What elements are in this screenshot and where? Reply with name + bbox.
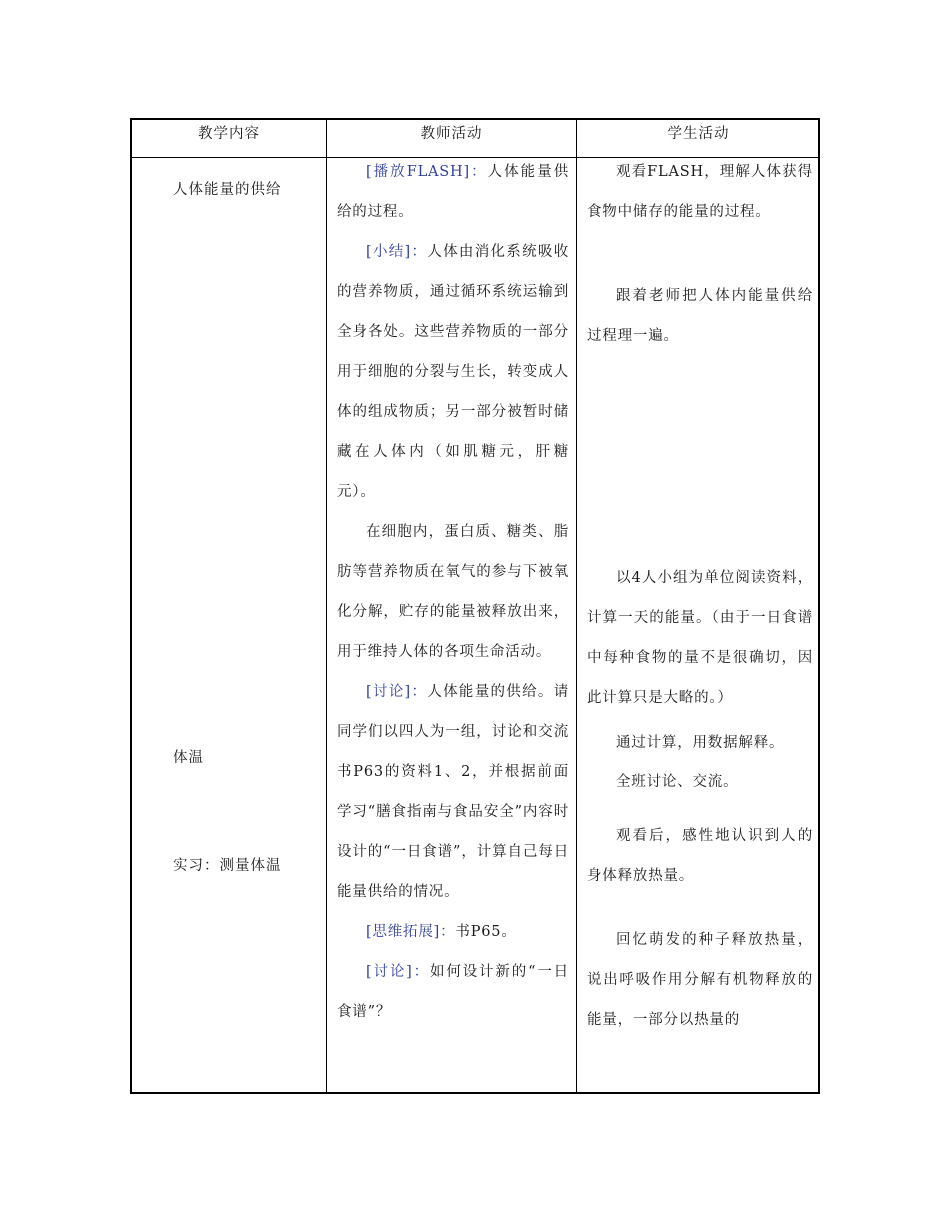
teacher-tag: [小结]：: [366, 244, 428, 260]
content-item: 实习：测量体温: [173, 858, 282, 874]
teacher-text: 如何设计新的“一日食谱”？: [337, 964, 569, 1020]
header-student: 学生活动: [667, 126, 730, 142]
teacher-text: 人体能量的供给。请同学们以四人为一组，讨论和交流书P63的资料1、2，并根据前面学习“膳食指南与食品安全”内容时设计的“一日食谱”，计算自己每日能量供给的情况。: [337, 684, 569, 900]
header-content: 教学内容: [198, 126, 260, 142]
student-paragraph: 回忆萌发的种子释放热量，说出呼吸作用分解有机物释放的能量，一部分以热量的: [587, 932, 813, 1028]
student-activity-cell: [587, 152, 813, 1040]
teacher-text: 人体由消化系统吸收的营养物质，通过循环系统运输到全身各处。这些营养物质的一部分用于细胞的分裂与生长，转变成人体的组成物质；另一部分被暂时储藏在人体内（如肌糖元，肝糖元）。: [337, 244, 569, 500]
teacher-tag: [讨论]：: [366, 684, 428, 700]
header-teacher: 教师活动: [420, 126, 483, 142]
teacher-text: 人体能量供给的过程。: [337, 164, 570, 220]
student-paragraph: 观看FLASH，理解人体获得食物中储存的能量的过程。: [587, 164, 813, 220]
content-item: 人体能量的供给: [173, 182, 282, 198]
student-paragraph: 以4人小组为单位阅读资料，计算一天的能量。（由于一日食谱中每种食物的量不是很确切，因此计算只是大略的。）: [587, 570, 813, 706]
teacher-text: 书P65。: [455, 924, 517, 940]
teacher-paragraph: [337, 952, 569, 1032]
teacher-tag: [思维拓展]：: [366, 924, 456, 940]
teacher-activity-cell: [337, 152, 569, 1032]
lesson-table: [130, 118, 820, 1094]
teacher-tag: [讨论]：: [366, 964, 431, 980]
teacher-paragraph: [337, 152, 569, 232]
teacher-paragraph: [337, 672, 569, 912]
student-paragraph: 通过计算，用数据解释。: [616, 735, 785, 751]
teacher-text: 在细胞内，蛋白质、糖类、脂肪等营养物质在氧气的参与下被氧化分解，贮存的能量被释放出来，用于维持人体的各项生命活动。: [337, 524, 569, 660]
teacher-paragraph: [337, 232, 569, 512]
teacher-paragraph: [337, 512, 569, 672]
student-paragraph: 全班讨论、交流。: [616, 774, 739, 790]
student-paragraph: 跟着老师把人体内能量供给过程理一遍。: [587, 288, 813, 344]
teacher-paragraph: [337, 912, 569, 952]
teacher-tag: [播放FLASH]：: [366, 164, 488, 180]
student-paragraph: 观看后，感性地认识到人的身体释放热量。: [587, 828, 813, 884]
content-item: 体温: [173, 750, 204, 766]
column-divider: [576, 120, 577, 1092]
column-divider: [326, 120, 327, 1092]
